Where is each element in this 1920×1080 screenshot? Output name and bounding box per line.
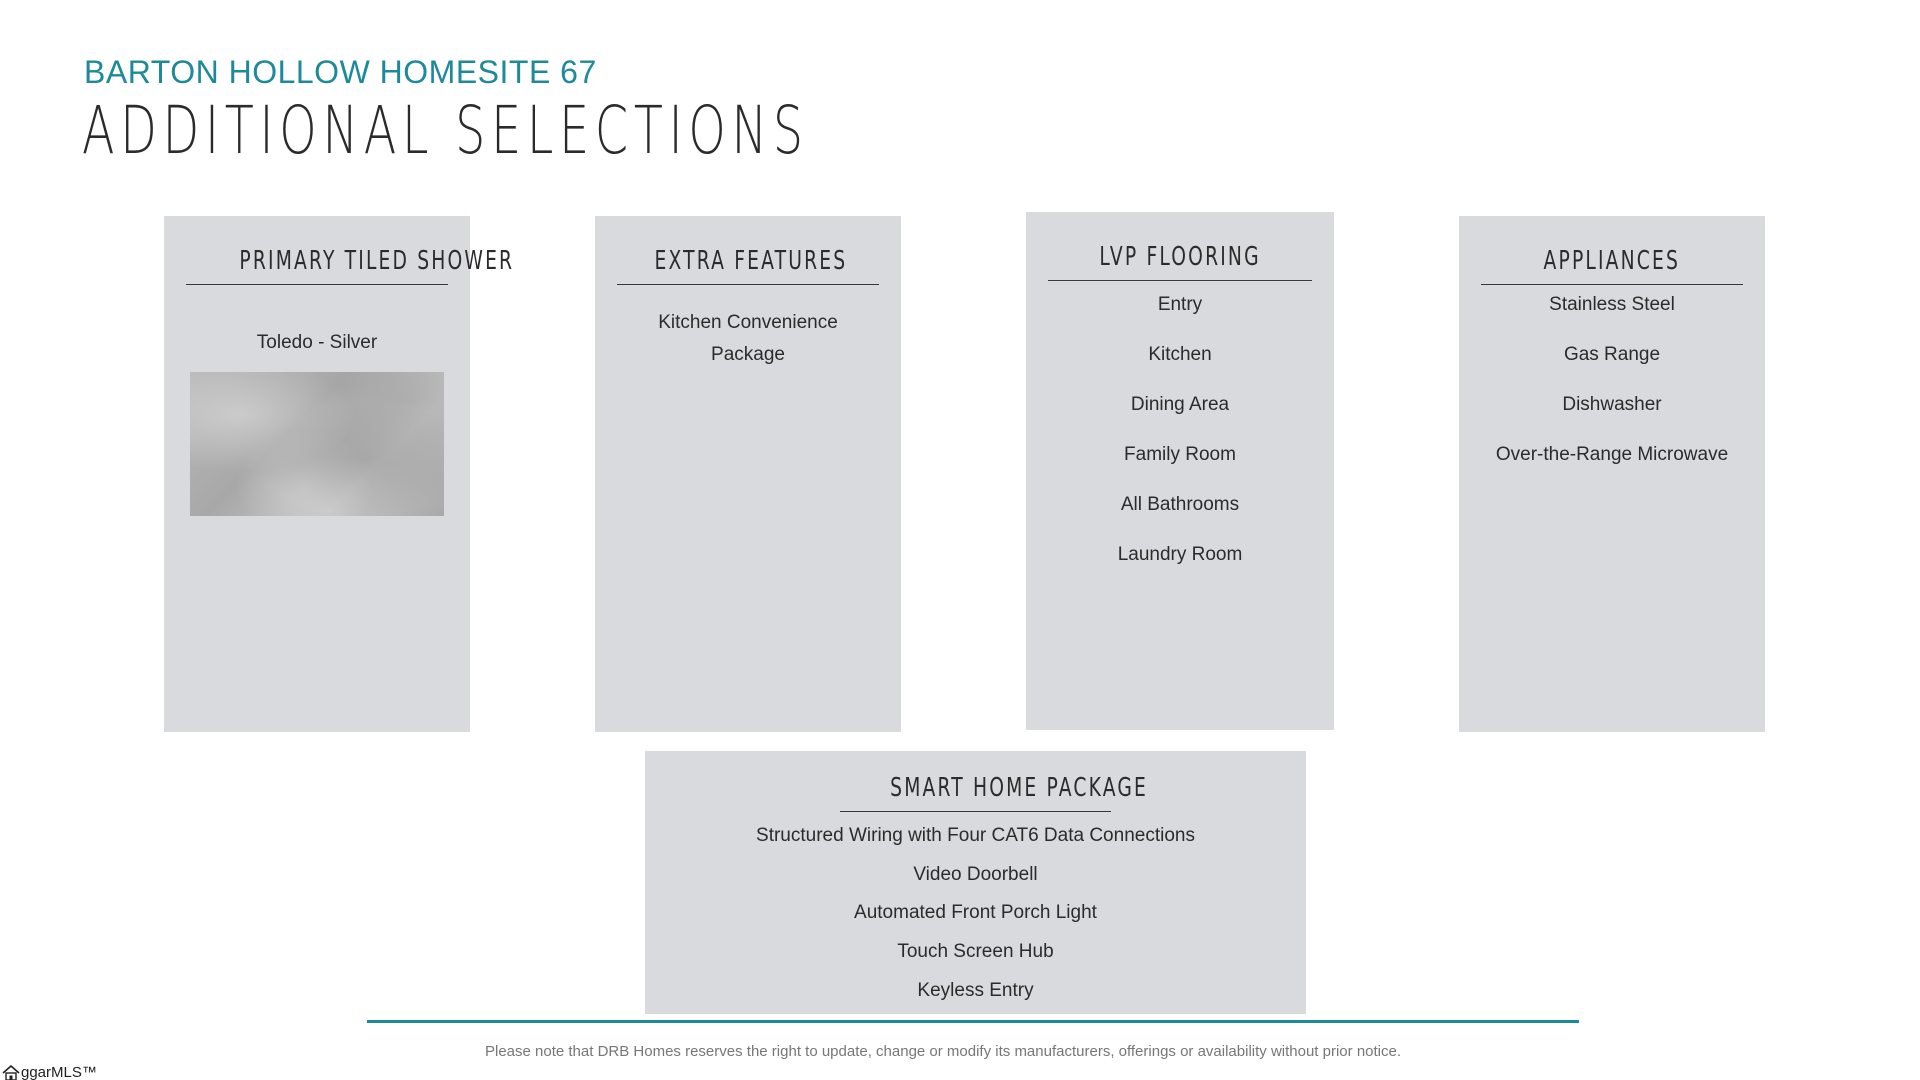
card-item: Dishwasher <box>1562 394 1662 415</box>
card-heading <box>186 246 515 285</box>
card-item: Gas Range <box>1563 344 1661 365</box>
card-heading-text: LVP FLOORING <box>1099 242 1261 272</box>
card-item: Stainless Steel <box>1549 294 1675 315</box>
page-title: ADDITIONAL SELECTIONS <box>82 92 809 169</box>
card-heading-text: SMART HOME PACKAGE <box>890 773 1149 803</box>
card-item: Structured Wiring with Four CAT6 Data Connections <box>756 825 1195 846</box>
tile-swatch-image <box>190 372 444 516</box>
footer-divider <box>367 1020 1579 1023</box>
card-appliances <box>1459 216 1765 732</box>
homesite-subtitle: BARTON HOLLOW HOMESITE 67 <box>84 54 597 90</box>
card-item: Toledo - Silver <box>256 332 378 353</box>
card-lvp-flooring <box>1026 212 1334 730</box>
house-icon <box>2 1065 20 1080</box>
card-extra-features <box>595 216 901 732</box>
card-item: Keyless Entry <box>917 980 1034 1001</box>
card-heading <box>617 246 879 285</box>
card-heading <box>840 773 1149 812</box>
card-item: Laundry Room <box>1117 544 1243 565</box>
card-item: All Bathrooms <box>1120 494 1240 515</box>
card-item: Entry <box>1157 294 1203 315</box>
card-item: Automated Front Porch Light <box>854 902 1097 923</box>
card-item: Package <box>711 344 785 365</box>
card-item: Dining Area <box>1130 394 1230 415</box>
card-item: Over-the-Range Microwave <box>1495 444 1729 465</box>
disclaimer-text: Please note that DRB Homes reserves the right to update, change or modify its manufacturers, offerings or availability without prior notice. <box>485 1043 1402 1060</box>
card-item: Kitchen <box>1148 344 1212 365</box>
card-heading-text: PRIMARY TILED SHOWER <box>239 246 515 276</box>
card-primary-tiled-shower <box>164 216 515 732</box>
card-item: Kitchen Convenience <box>658 312 838 333</box>
card-smart-home-package <box>645 751 1306 1014</box>
card-item: Video Doorbell <box>913 864 1038 885</box>
card-heading <box>1481 246 1743 285</box>
mls-logo-text: ggarMLS™ <box>21 1064 97 1080</box>
card-heading-text: APPLIANCES <box>1543 246 1681 276</box>
card-heading <box>1048 242 1312 281</box>
card-heading-text: EXTRA FEATURES <box>654 246 848 276</box>
card-item: Family Room <box>1124 444 1236 465</box>
mls-logo <box>2 1064 97 1080</box>
card-item: Touch Screen Hub <box>897 941 1054 962</box>
